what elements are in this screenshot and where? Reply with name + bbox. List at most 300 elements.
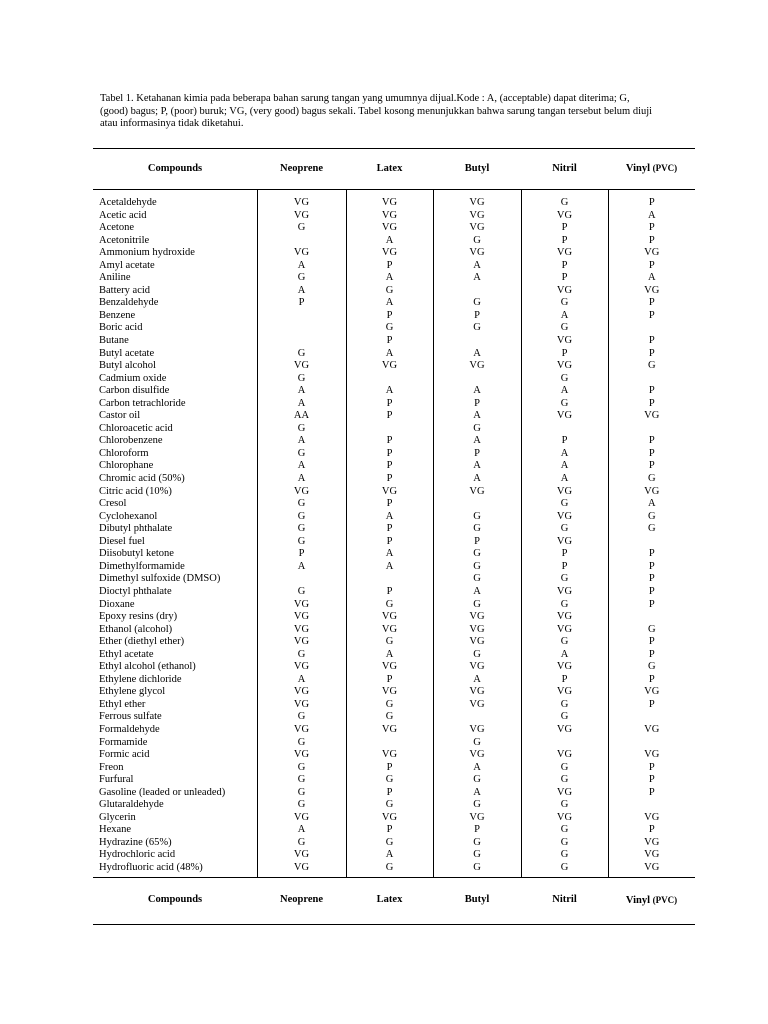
vinyl-rating-cell [608,373,695,386]
compound-name-cell: Butyl acetate [99,347,155,359]
neoprene-rating-cell: A [257,260,346,273]
butyl-rating-cell: VG [433,197,521,210]
table-row [93,448,695,461]
table-footer [93,877,695,924]
table-row [93,799,695,812]
footer-vinyl-unit: (PVC) [652,894,678,905]
vinyl-rating-cell [608,737,695,750]
neoprene-rating-cell: G [257,498,346,511]
latex-rating-cell: A [346,561,433,574]
neoprene-rating-cell: VG [257,486,346,499]
compound-name-cell: Chromic acid (50%) [99,473,185,485]
vinyl-rating-cell: P [608,573,695,586]
butyl-rating-cell: G [433,511,521,524]
latex-rating-cell: P [346,310,433,323]
butyl-rating-cell: P [433,448,521,461]
butyl-rating-cell: VG [433,486,521,499]
header-compounds: Compounds [93,149,257,190]
latex-rating-cell: P [346,435,433,448]
nitril-rating-cell: G [521,837,608,850]
vinyl-rating-cell: VG [608,724,695,737]
neoprene-rating-cell: A [257,385,346,398]
butyl-rating-cell: A [433,674,521,687]
butyl-rating-cell: G [433,322,521,335]
neoprene-rating-cell: VG [257,849,346,862]
compound-name-cell: Hexane [99,824,132,836]
neoprene-rating-cell: G [257,787,346,800]
vinyl-rating-cell: P [608,787,695,800]
latex-rating-cell: VG [346,611,433,624]
table-row [93,837,695,850]
neoprene-rating-cell: VG [257,624,346,637]
table-row [93,435,695,448]
latex-rating-cell: VG [346,486,433,499]
compound-name-cell: Ethylene dichloride [99,673,182,685]
neoprene-rating-cell: VG [257,247,346,260]
butyl-rating-cell: G [433,561,521,574]
latex-rating-cell: VG [346,624,433,637]
table-row [93,348,695,361]
table-row [93,486,695,499]
vinyl-rating-cell: P [608,335,695,348]
table-row [93,787,695,800]
table-row [93,410,695,423]
compound-name-cell: Butane [99,335,129,347]
nitril-rating-cell: VG [521,360,608,373]
vinyl-rating-cell: G [608,473,695,486]
vinyl-rating-cell: P [608,435,695,448]
vinyl-rating-cell: P [608,197,695,210]
latex-rating-cell [346,737,433,750]
butyl-rating-cell: G [433,599,521,612]
compound-name-cell: Benzaldehyde [99,297,159,309]
nitril-rating-cell: G [521,523,608,536]
compound-name-cell: Dioctyl phthalate [99,585,172,597]
table-row [93,536,695,549]
butyl-rating-cell: VG [433,812,521,825]
footer-compounds: Compounds [93,877,257,924]
table-header [93,149,695,190]
nitril-rating-cell: G [521,699,608,712]
nitril-rating-cell: G [521,498,608,511]
table-row [93,511,695,524]
neoprene-rating-cell: VG [257,210,346,223]
compound-name-cell: Ethylene glycol [99,686,166,698]
latex-rating-cell [346,373,433,386]
table-row [93,285,695,298]
compound-name-cell: Acetaldehyde [99,197,157,208]
neoprene-rating-cell: G [257,272,346,285]
latex-rating-cell: VG [346,197,433,210]
neoprene-rating-cell: G [257,222,346,235]
latex-rating-cell: P [346,523,433,536]
nitril-rating-cell: P [521,674,608,687]
nitril-rating-cell: P [521,348,608,361]
butyl-rating-cell: VG [433,247,521,260]
table-row [93,247,695,260]
latex-rating-cell: A [346,849,433,862]
table-row [93,235,695,248]
table-row [93,260,695,273]
neoprene-rating-cell [257,235,346,248]
latex-rating-cell: A [346,348,433,361]
compound-name-cell: Acetonitrile [99,234,150,246]
compound-name-cell: Chloroacetic acid [99,422,173,434]
neoprene-rating-cell: P [257,548,346,561]
nitril-rating-cell: G [521,322,608,335]
table-body [93,197,695,877]
vinyl-rating-cell: A [608,272,695,285]
butyl-rating-cell [433,373,521,386]
latex-rating-cell: A [346,649,433,662]
compound-name-cell: Formic acid [99,749,150,761]
butyl-rating-cell: VG [433,611,521,624]
nitril-rating-cell: VG [521,536,608,549]
butyl-rating-cell: VG [433,636,521,649]
neoprene-rating-cell: G [257,373,346,386]
nitril-rating-cell: A [521,385,608,398]
vinyl-rating-cell: VG [608,285,695,298]
neoprene-rating-cell: A [257,285,346,298]
table-row [93,523,695,536]
latex-rating-cell: G [346,774,433,787]
compound-name-cell: Diesel fuel [99,535,145,547]
nitril-rating-cell: G [521,398,608,411]
vinyl-rating-cell: P [608,774,695,787]
table-row [93,423,695,436]
neoprene-rating-cell: A [257,460,346,473]
neoprene-rating-cell: G [257,586,346,599]
butyl-rating-cell: VG [433,210,521,223]
butyl-rating-cell: G [433,799,521,812]
butyl-rating-cell: G [433,862,521,877]
vinyl-rating-cell: P [608,398,695,411]
vinyl-rating-cell: P [608,460,695,473]
nitril-rating-cell: G [521,711,608,724]
butyl-rating-cell: P [433,398,521,411]
nitril-rating-cell: G [521,774,608,787]
neoprene-rating-cell: VG [257,599,346,612]
butyl-rating-cell: A [433,435,521,448]
neoprene-rating-cell: G [257,448,346,461]
latex-rating-cell: P [346,586,433,599]
vinyl-rating-cell: VG [608,686,695,699]
latex-rating-cell: G [346,636,433,649]
neoprene-rating-cell: VG [257,699,346,712]
nitril-rating-cell: VG [521,611,608,624]
compound-name-cell: Chlorobenzene [99,435,163,447]
table-row [93,686,695,699]
vinyl-rating-cell: P [608,762,695,775]
vinyl-rating-cell: P [608,548,695,561]
vinyl-rating-cell: P [608,599,695,612]
neoprene-rating-cell: P [257,297,346,310]
compound-name-cell: Glutaraldehyde [99,799,164,811]
butyl-rating-cell: G [433,649,521,662]
vinyl-rating-cell [608,611,695,624]
compound-name-cell: Chlorophane [99,460,154,472]
latex-rating-cell: VG [346,247,433,260]
butyl-rating-cell: A [433,460,521,473]
vinyl-rating-cell: G [608,661,695,674]
footer-nitril: Nitril [521,877,608,924]
compound-name-cell: Ethyl alcohol (ethanol) [99,661,196,673]
table-row [93,272,695,285]
nitril-rating-cell: G [521,862,608,877]
neoprene-rating-cell: A [257,824,346,837]
latex-rating-cell: G [346,285,433,298]
table-row [93,373,695,386]
latex-rating-cell: VG [346,661,433,674]
compound-name-cell: Dibutyl phthalate [99,523,173,535]
table-row [93,473,695,486]
table-row [93,812,695,825]
neoprene-rating-cell: VG [257,661,346,674]
latex-rating-cell: A [346,235,433,248]
header-vinyl [608,149,695,190]
compound-name-cell: Aniline [99,272,131,284]
vinyl-rating-cell: VG [608,812,695,825]
latex-rating-cell: VG [346,812,433,825]
butyl-rating-cell: VG [433,624,521,637]
latex-rating-cell: A [346,511,433,524]
butyl-rating-cell: VG [433,699,521,712]
vinyl-rating-cell: P [608,674,695,687]
butyl-rating-cell: G [433,297,521,310]
nitril-rating-cell: VG [521,410,608,423]
latex-rating-cell: P [346,398,433,411]
neoprene-rating-cell: G [257,536,346,549]
nitril-rating-cell: G [521,373,608,386]
neoprene-rating-cell: G [257,348,346,361]
compound-name-cell: Carbon disulfide [99,385,170,397]
nitril-rating-cell: G [521,824,608,837]
latex-rating-cell: P [346,762,433,775]
table-row [93,624,695,637]
neoprene-rating-cell: AA [257,410,346,423]
vinyl-rating-cell [608,711,695,724]
latex-rating-cell: A [346,385,433,398]
compound-name-cell: Cyclohexanol [99,510,158,522]
table-row [93,310,695,323]
nitril-rating-cell: G [521,197,608,210]
latex-rating-cell: A [346,548,433,561]
vinyl-rating-cell: P [608,260,695,273]
neoprene-rating-cell [257,573,346,586]
butyl-rating-cell: A [433,787,521,800]
nitril-rating-cell: A [521,310,608,323]
vinyl-rating-cell: P [608,297,695,310]
butyl-rating-cell: P [433,310,521,323]
vinyl-rating-cell: P [608,824,695,837]
compound-name-cell: Furfural [99,774,134,786]
neoprene-rating-cell: VG [257,611,346,624]
latex-rating-cell: A [346,297,433,310]
latex-rating-cell: G [346,862,433,877]
latex-rating-cell [346,423,433,436]
table-row [93,197,695,210]
compound-name-cell: Ethyl acetate [99,648,154,660]
butyl-rating-cell: G [433,849,521,862]
vinyl-rating-cell: P [608,636,695,649]
nitril-rating-cell: VG [521,285,608,298]
table-row [93,210,695,223]
nitril-rating-cell: VG [521,210,608,223]
table-row [93,749,695,762]
nitril-rating-cell: P [521,272,608,285]
compound-name-cell: Boric acid [99,322,143,334]
table-row [93,711,695,724]
vinyl-rating-cell [608,322,695,335]
neoprene-rating-cell: VG [257,360,346,373]
nitril-rating-cell: G [521,636,608,649]
nitril-rating-cell: G [521,762,608,775]
latex-rating-cell: P [346,824,433,837]
header-latex: Latex [346,149,433,190]
vinyl-rating-cell: VG [608,849,695,862]
latex-rating-cell: P [346,448,433,461]
neoprene-rating-cell [257,335,346,348]
nitril-rating-cell: G [521,849,608,862]
neoprene-rating-cell: G [257,423,346,436]
neoprene-rating-cell: VG [257,862,346,877]
compound-name-cell: Formamide [99,736,148,748]
latex-rating-cell: VG [346,749,433,762]
compound-name-cell: Battery acid [99,284,151,296]
vinyl-rating-cell: G [608,511,695,524]
butyl-rating-cell [433,498,521,511]
compound-name-cell: Gasoline (leaded or unleaded) [99,786,226,798]
nitril-rating-cell [521,423,608,436]
footer-vinyl-label: Vinyl [625,894,650,906]
compound-name-cell: Carbon tetrachloride [99,397,186,409]
compound-name-cell: Acetone [99,222,134,234]
latex-rating-cell: P [346,410,433,423]
butyl-rating-cell: G [433,548,521,561]
nitril-rating-cell: G [521,599,608,612]
butyl-rating-cell: A [433,385,521,398]
latex-rating-cell: P [346,460,433,473]
compound-name-cell: Ether (diethyl ether) [99,636,185,648]
table-row [93,824,695,837]
footer-butyl: Butyl [433,877,521,924]
compound-name-cell: Acetic acid [99,209,147,221]
table-row [93,586,695,599]
latex-rating-cell: G [346,322,433,335]
table-row [93,674,695,687]
vinyl-rating-cell: P [608,586,695,599]
compound-name-cell: Dimethyl sulfoxide (DMSO) [99,573,221,585]
compound-name-cell: Cresol [99,498,127,510]
compound-name-cell: Castor oil [99,410,141,422]
neoprene-rating-cell: G [257,737,346,750]
latex-rating-cell: VG [346,222,433,235]
compound-name-cell: Freon [99,761,124,773]
table-row [93,599,695,612]
compound-name-cell: Benzene [99,309,136,321]
nitril-rating-cell: G [521,799,608,812]
footer-neoprene: Neoprene [257,877,346,924]
compound-name-cell: Butyl alcohol [99,360,156,372]
compound-name-cell: Formaldehyde [99,723,160,735]
neoprene-rating-cell: VG [257,197,346,210]
footer-row [93,877,695,924]
nitril-rating-cell: P [521,235,608,248]
nitril-rating-cell: P [521,561,608,574]
latex-rating-cell: A [346,272,433,285]
nitril-rating-cell: VG [521,661,608,674]
neoprene-rating-cell [257,322,346,335]
nitril-rating-cell: G [521,297,608,310]
neoprene-rating-cell: A [257,674,346,687]
vinyl-rating-cell: VG [608,247,695,260]
vinyl-rating-cell: P [608,222,695,235]
nitril-rating-cell: VG [521,624,608,637]
vinyl-rating-cell: VG [608,749,695,762]
table-row [93,774,695,787]
compound-name-cell: Cadmium oxide [99,372,167,384]
butyl-rating-cell: A [433,762,521,775]
neoprene-rating-cell: VG [257,636,346,649]
butyl-rating-cell [433,285,521,298]
vinyl-rating-cell: P [608,310,695,323]
butyl-rating-cell: A [433,348,521,361]
table-row [93,498,695,511]
nitril-rating-cell: VG [521,812,608,825]
vinyl-rating-cell: P [608,561,695,574]
chemical-resistance-table [93,148,695,925]
vinyl-rating-cell: P [608,649,695,662]
table-row [93,649,695,662]
butyl-rating-cell: VG [433,749,521,762]
compound-name-cell: Citric acid (10%) [99,485,172,497]
vinyl-rating-cell: P [608,385,695,398]
compound-name-cell: Dimethylformamide [99,560,185,572]
butyl-rating-cell: G [433,523,521,536]
neoprene-rating-cell: VG [257,749,346,762]
table-row [93,222,695,235]
table-row [93,636,695,649]
vinyl-rating-cell: G [608,624,695,637]
header-vinyl-unit: (PVC) [652,163,678,174]
vinyl-rating-cell: P [608,348,695,361]
latex-rating-cell [346,573,433,586]
neoprene-rating-cell: G [257,649,346,662]
table-row [93,762,695,775]
table-row [93,398,695,411]
butyl-rating-cell: P [433,536,521,549]
table-row [93,335,695,348]
butyl-rating-cell: VG [433,222,521,235]
neoprene-rating-cell: G [257,762,346,775]
table-row [93,737,695,750]
vinyl-rating-cell: P [608,235,695,248]
nitril-rating-cell: VG [521,335,608,348]
table-row [93,297,695,310]
latex-rating-cell: P [346,787,433,800]
table-row [93,862,695,877]
nitril-rating-cell: VG [521,787,608,800]
header-row [93,149,695,190]
footer-vinyl [608,877,695,924]
nitril-rating-cell: A [521,448,608,461]
neoprene-rating-cell: G [257,799,346,812]
vinyl-rating-cell [608,423,695,436]
footer-latex: Latex [346,877,433,924]
vinyl-rating-cell [608,536,695,549]
vinyl-rating-cell [608,799,695,812]
neoprene-rating-cell: VG [257,724,346,737]
